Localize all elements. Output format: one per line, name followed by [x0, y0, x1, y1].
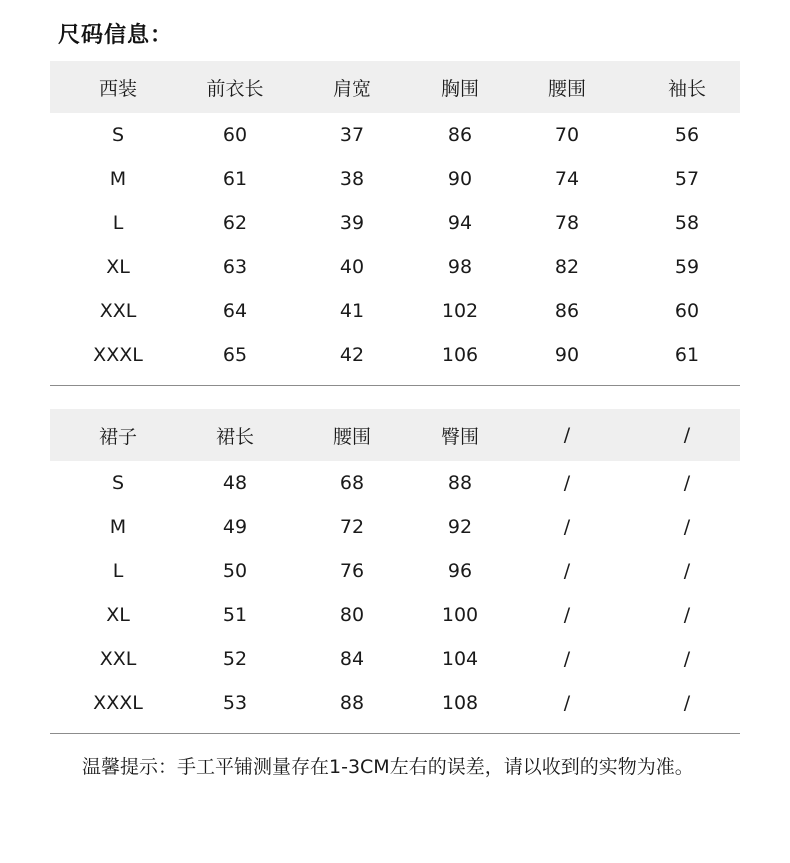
measurement-note: 温馨提示：手工平铺测量存在1-3CM左右的误差，请以收到的实物为准。 — [82, 756, 694, 778]
table-cell: 90 — [554, 344, 580, 366]
table-cell: / — [683, 560, 691, 582]
table-row — [50, 333, 740, 377]
table-row — [50, 505, 740, 549]
table-cell: 96 — [447, 560, 473, 582]
table-cell: 72 — [339, 516, 365, 538]
table-cell: 82 — [554, 256, 580, 278]
table-cell: 90 — [447, 168, 473, 190]
table-row — [50, 681, 740, 725]
table-cell: 38 — [339, 168, 365, 190]
table-cell: 68 — [339, 472, 365, 494]
table-cell: 65 — [222, 344, 248, 366]
table-cell: 41 — [339, 300, 365, 322]
table-cell: / — [563, 472, 571, 494]
table-cell: 57 — [674, 168, 700, 190]
table-cell: 78 — [554, 212, 580, 234]
table-cell: 53 — [222, 692, 248, 714]
table-cell: / — [683, 516, 691, 538]
column-header: / — [683, 424, 691, 446]
table-cell: 61 — [222, 168, 248, 190]
table-row — [50, 157, 740, 201]
table-cell: / — [683, 472, 691, 494]
column-header: 肩宽 — [332, 77, 371, 100]
column-header: 裙子 — [98, 425, 137, 448]
table-cell: 80 — [339, 604, 365, 626]
table-cell: 102 — [441, 300, 479, 322]
table-cell: 108 — [441, 692, 479, 714]
table-cell: XXL — [99, 648, 137, 670]
table-header-row — [50, 409, 740, 461]
table-cell: L — [112, 560, 124, 582]
table-cell: / — [563, 692, 571, 714]
column-header: 西装 — [98, 77, 137, 100]
table-row — [50, 245, 740, 289]
table-cell: 63 — [222, 256, 248, 278]
table-cell: 42 — [339, 344, 365, 366]
table-cell: S — [111, 472, 125, 494]
table-cell: 61 — [674, 344, 700, 366]
table-cell: 52 — [222, 648, 248, 670]
table-cell: 106 — [441, 344, 479, 366]
table-cell: 86 — [447, 124, 473, 146]
table-row — [50, 637, 740, 681]
table-cell: 56 — [674, 124, 700, 146]
table-cell: M — [109, 516, 127, 538]
table-row — [50, 201, 740, 245]
column-header: 臀围 — [440, 425, 479, 448]
table-cell: XXL — [99, 300, 137, 322]
suit-size-table — [50, 61, 740, 377]
table-cell: 49 — [222, 516, 248, 538]
table-row — [50, 461, 740, 505]
table-cell: XXXL — [93, 692, 143, 714]
table-cell: 51 — [222, 604, 248, 626]
table-header-row — [50, 61, 740, 113]
table-cell: 74 — [554, 168, 580, 190]
column-header: 裙长 — [215, 425, 254, 448]
table-cell: XL — [106, 604, 130, 626]
column-header: 前衣长 — [206, 77, 264, 100]
table-cell: 60 — [674, 300, 700, 322]
table-cell: 62 — [222, 212, 248, 234]
table-cell: / — [683, 648, 691, 670]
table-cell: 94 — [447, 212, 473, 234]
table-cell: M — [109, 168, 127, 190]
table-cell: 86 — [554, 300, 580, 322]
table-cell: 104 — [441, 648, 479, 670]
table-cell: / — [683, 692, 691, 714]
table-cell: / — [683, 604, 691, 626]
column-header: 袖长 — [667, 77, 706, 100]
table-cell: 76 — [339, 560, 365, 582]
table-cell: / — [563, 648, 571, 670]
table-row — [50, 113, 740, 157]
table-cell: 64 — [222, 300, 248, 322]
table-cell: XXXL — [93, 344, 143, 366]
column-header: 胸围 — [440, 77, 479, 100]
table-row — [50, 593, 740, 637]
table-cell: 37 — [339, 124, 365, 146]
column-header: / — [563, 424, 571, 446]
table-cell: 88 — [339, 692, 365, 714]
table-cell: 100 — [441, 604, 479, 626]
table-cell: 40 — [339, 256, 365, 278]
page-title: 尺码信息： — [58, 23, 174, 48]
table-cell: XL — [106, 256, 130, 278]
column-header: 腰围 — [332, 425, 371, 448]
table-cell: 58 — [674, 212, 700, 234]
table-cell: S — [111, 124, 125, 146]
divider — [50, 733, 740, 734]
table-cell: 59 — [674, 256, 700, 278]
table-cell: 60 — [222, 124, 248, 146]
table-cell: 70 — [554, 124, 580, 146]
table-row — [50, 289, 740, 333]
table-cell: 50 — [222, 560, 248, 582]
table-cell: 48 — [222, 472, 248, 494]
table-cell: 39 — [339, 212, 365, 234]
column-header: 腰围 — [547, 77, 586, 100]
skirt-size-table — [50, 409, 740, 725]
table-cell: / — [563, 560, 571, 582]
table-cell: 92 — [447, 516, 473, 538]
table-cell: 84 — [339, 648, 365, 670]
table-cell: 98 — [447, 256, 473, 278]
table-cell: / — [563, 604, 571, 626]
divider — [50, 385, 740, 386]
table-row — [50, 549, 740, 593]
table-cell: / — [563, 516, 571, 538]
table-cell: L — [112, 212, 124, 234]
table-cell: 88 — [447, 472, 473, 494]
